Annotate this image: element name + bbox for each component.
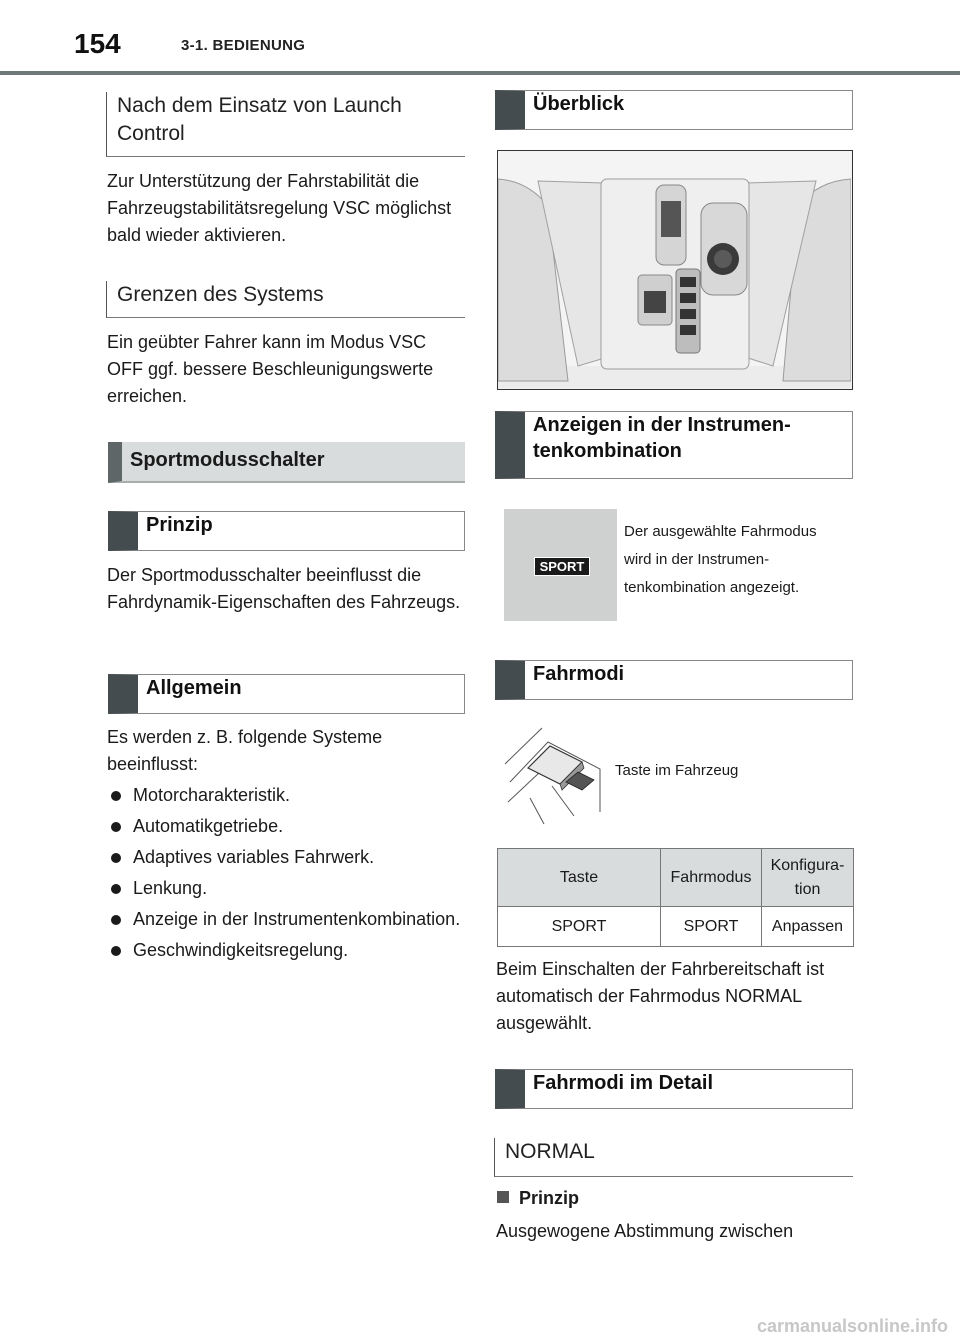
- list-item: Anzeige in der Instrumentenkombination.: [107, 906, 462, 933]
- system-limits-text: Ein geübter Fahrer kann im Modus VSC OFF ggf. bessere Beschleunigungswerte erreichen.: [107, 332, 434, 406]
- normal-mode-heading: NORMAL: [494, 1138, 853, 1177]
- square-bullet-icon: [497, 1191, 509, 1203]
- header-rule: [0, 71, 960, 75]
- system-limits-heading: Grenzen des Systems: [106, 281, 465, 318]
- normal-principle-label: Prinzip: [497, 1188, 579, 1209]
- bullet-icon: [111, 946, 121, 956]
- driving-modes-heading: Fahrmodi: [495, 660, 853, 700]
- bullet-icon: [111, 822, 121, 832]
- table-cell: SPORT: [661, 907, 762, 947]
- affected-systems-list: [107, 782, 462, 968]
- table-header-konfiguration: Konfiguration: [762, 849, 854, 907]
- page-number: 154: [74, 28, 121, 59]
- chapter-title: 3-1. BEDIENUNG: [181, 37, 306, 54]
- launch-control-text: Zur Unterstützung der Fahrstabilität die Fahrzeugstabilitätsregelung VSC möglichst bald wieder aktivieren.: [107, 171, 452, 245]
- general-text: Es werden z. B. folgende Systeme beeinflusst:: [107, 727, 383, 774]
- list-item: Motorcharakteristik.: [107, 782, 462, 809]
- overview-heading: Überblick: [495, 90, 853, 130]
- normal-principle-text: Ausgewogene Abstimmung zwischen: [496, 1221, 794, 1241]
- principle-text: Der Sportmodusschalter beeinflusst die Fahrdynamik-Eigenschaften des Fahrzeugs.: [107, 565, 461, 612]
- table-cell: Anpassen: [762, 907, 854, 947]
- principle-heading: Prinzip: [108, 511, 465, 551]
- sport-badge: SPORT: [534, 557, 590, 576]
- bullet-icon: [111, 853, 121, 863]
- sport-button-illustration: [500, 724, 610, 826]
- sport-button-figure: [500, 724, 610, 826]
- list-item: Adaptives variables Fahrwerk.: [107, 844, 462, 871]
- center-console-figure: [497, 150, 853, 390]
- general-heading: Allgemein: [108, 674, 465, 714]
- button-caption: Taste im Fahrzeug: [615, 762, 739, 779]
- instrument-display-heading: Anzeigen in der Instrumentenkombination: [495, 411, 853, 479]
- launch-control-heading: Nach dem Einsatz von Launch Control: [106, 92, 465, 157]
- table-header-row: [498, 849, 854, 907]
- list-item: Geschwindigkeitsregelung.: [107, 937, 462, 964]
- bullet-icon: [111, 791, 121, 801]
- list-item: Lenkung.: [107, 875, 462, 902]
- table-header-taste: Taste: [498, 849, 661, 907]
- instrument-display-figure: [504, 509, 617, 621]
- table-header-fahrmodus: Fahrmodus: [661, 849, 762, 907]
- instrument-display-caption: Der ausgewählte Fahrmodus wird in der Instrumentenkombination angezeigt.: [624, 523, 817, 596]
- driving-modes-table: [497, 848, 854, 947]
- table-cell: SPORT: [498, 907, 661, 947]
- driving-modes-detail-heading: Fahrmodi im Detail: [495, 1069, 853, 1109]
- list-item: Automatikgetriebe.: [107, 813, 462, 840]
- table-row: [498, 907, 854, 947]
- bullet-icon: [111, 915, 121, 925]
- sport-switch-section-band: Sportmodusschalter: [108, 442, 465, 483]
- watermark: carmanualsonline.info: [756, 1316, 948, 1336]
- bullet-icon: [111, 884, 121, 894]
- center-console-illustration: [498, 151, 851, 388]
- driving-modes-text: Beim Einschalten der Fahrbereitschaft ist automatisch der Fahrmodus NORMAL ausgewählt.: [496, 959, 825, 1033]
